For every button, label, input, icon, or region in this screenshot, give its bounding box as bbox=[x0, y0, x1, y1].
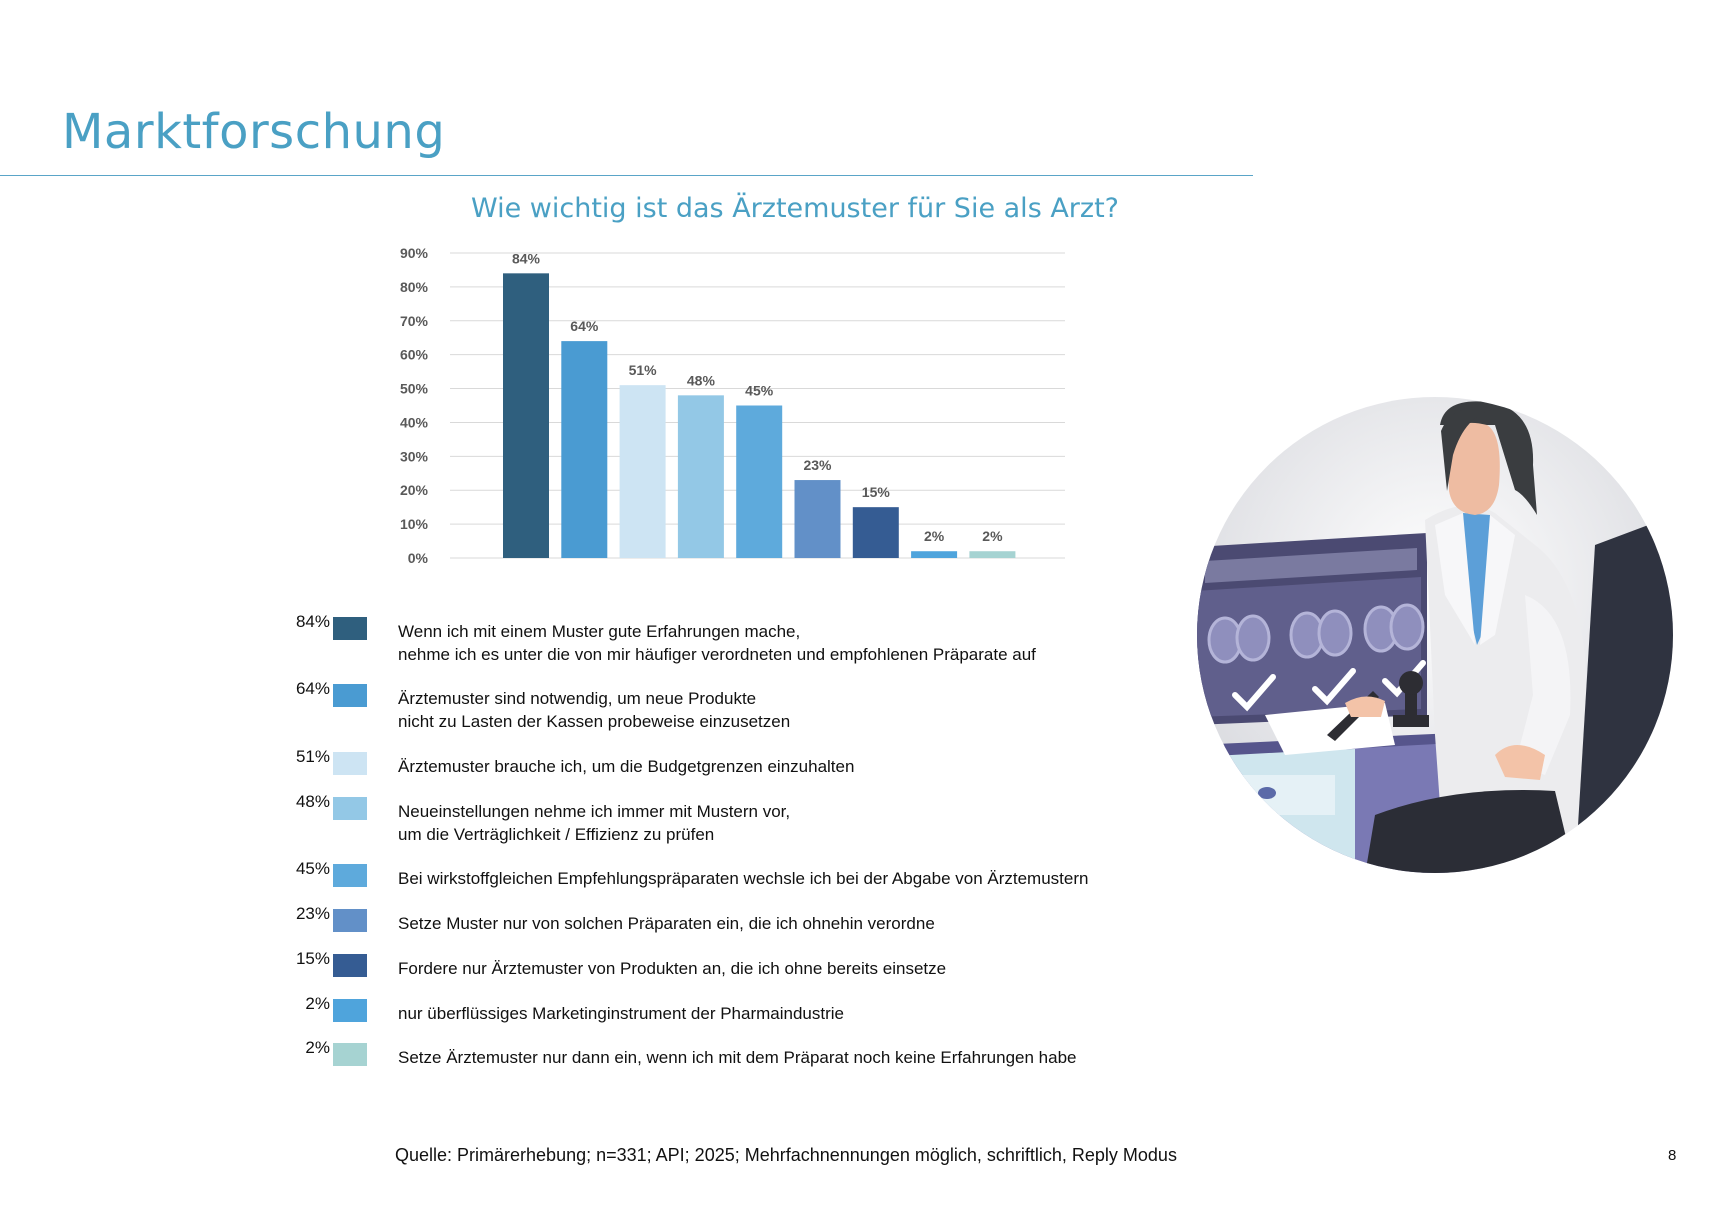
legend-swatch bbox=[333, 999, 367, 1022]
source-note: Quelle: Primärerhebung; n=331; API; 2025; Mehrfachnennungen möglich, schriftlich, Reply Modus bbox=[395, 1145, 1177, 1165]
legend-text-line: um die Verträglichkeit / Effizienz zu prüfen bbox=[398, 825, 715, 844]
legend-percent: 64% bbox=[295, 679, 330, 698]
bar bbox=[736, 406, 782, 559]
y-tick-label: 20% bbox=[399, 482, 428, 499]
legend-text bbox=[398, 912, 1158, 935]
bar-data-label: 2% bbox=[982, 528, 1003, 545]
legend-text-line: Ärztemuster brauche ich, um die Budgetgrenzen einzuhalten bbox=[398, 757, 855, 776]
bar bbox=[795, 480, 841, 558]
bar-data-label: 15% bbox=[861, 484, 890, 501]
legend-swatch bbox=[333, 797, 367, 820]
legend-text bbox=[398, 867, 1158, 890]
y-tick-label: 80% bbox=[399, 278, 428, 295]
legend-percent: 23% bbox=[295, 904, 330, 923]
legend-swatch bbox=[333, 1043, 367, 1066]
legend-text bbox=[398, 1002, 1158, 1025]
legend-text bbox=[398, 620, 1158, 666]
legend-text-line: nur überflüssiges Marketinginstrument der Pharmaindustrie bbox=[398, 1004, 844, 1023]
legend-percent: 45% bbox=[295, 859, 330, 878]
bar bbox=[561, 341, 607, 558]
bar-data-label: 2% bbox=[923, 528, 945, 545]
bar bbox=[620, 385, 666, 558]
y-tick-label: 60% bbox=[399, 346, 428, 363]
y-tick-label: 70% bbox=[399, 312, 428, 329]
legend-text bbox=[398, 957, 1158, 980]
legend-swatch bbox=[333, 909, 367, 932]
bar bbox=[853, 507, 899, 558]
y-tick-label: 30% bbox=[399, 448, 428, 465]
legend-percent: 2% bbox=[305, 1038, 330, 1057]
legend-text bbox=[398, 687, 1158, 733]
legend-text-line: Bei wirkstoffgleichen Empfehlungspräparaten wechsle ich bei der Abgabe von Ärztemustern bbox=[398, 869, 1089, 888]
legend-text-line: Setze Muster nur von solchen Präparaten ein, die ich ohnehin verordne bbox=[398, 914, 935, 933]
legend-percent: 84% bbox=[295, 612, 330, 631]
bar bbox=[503, 273, 549, 558]
legend-text bbox=[398, 755, 1158, 778]
y-tick-label: 90% bbox=[399, 245, 428, 261]
legend-text-line: nicht zu Lasten der Kassen probeweise einzusetzen bbox=[398, 712, 791, 731]
bar-data-label: 23% bbox=[803, 457, 832, 474]
bar bbox=[969, 551, 1015, 558]
legend-text bbox=[398, 800, 1158, 846]
legend-text-line: Ärztemuster sind notwendig, um neue Produkte bbox=[398, 689, 757, 708]
y-tick-label: 40% bbox=[399, 414, 428, 431]
legend-text bbox=[398, 1046, 1158, 1069]
bar-data-label: 48% bbox=[686, 372, 715, 389]
legend-swatch bbox=[333, 617, 367, 640]
legend-text-line: Fordere nur Ärztemuster von Produkten an, die ich ohne bereits einsetze bbox=[398, 959, 947, 978]
bar-data-label: 51% bbox=[628, 362, 657, 379]
y-tick-label: 0% bbox=[407, 550, 428, 566]
legend-percent: 48% bbox=[295, 792, 330, 811]
legend-percent: 51% bbox=[295, 747, 330, 766]
bar bbox=[911, 551, 957, 558]
bar-data-label: 84% bbox=[511, 250, 541, 267]
bar bbox=[678, 395, 724, 558]
legend-text-line: nehme ich es unter die von mir häufiger verordneten und empfohlenen Präparate auf bbox=[398, 645, 1036, 664]
legend-swatch bbox=[333, 684, 367, 707]
legend-swatch bbox=[333, 954, 367, 977]
bar-data-label: 64% bbox=[570, 318, 599, 335]
legend-text-line: Setze Ärztemuster nur dann ein, wenn ich mit dem Präparat noch keine Erfahrungen habe bbox=[398, 1048, 1077, 1067]
chart-title: Wie wichtig ist das Ärztemuster für Sie als Arzt? bbox=[470, 193, 1119, 224]
legend-percent: 15% bbox=[295, 949, 330, 968]
legend-text-line: Wenn ich mit einem Muster gute Erfahrungen mache, bbox=[398, 622, 801, 641]
bar-chart bbox=[390, 238, 1080, 568]
title-divider bbox=[0, 175, 1253, 176]
legend-swatch bbox=[333, 864, 367, 887]
y-tick-label: 50% bbox=[399, 380, 428, 397]
legend-text-line: Neueinstellungen nehme ich immer mit Mustern vor, bbox=[398, 802, 791, 821]
legend-swatch bbox=[333, 752, 367, 775]
page-title: Marktforschung bbox=[62, 104, 446, 160]
y-tick-label: 10% bbox=[399, 516, 428, 533]
legend-percent: 2% bbox=[305, 994, 330, 1013]
page-number: 8 bbox=[1668, 1147, 1677, 1164]
doctor-illustration bbox=[1195, 395, 1675, 875]
bar-data-label: 45% bbox=[745, 382, 774, 399]
